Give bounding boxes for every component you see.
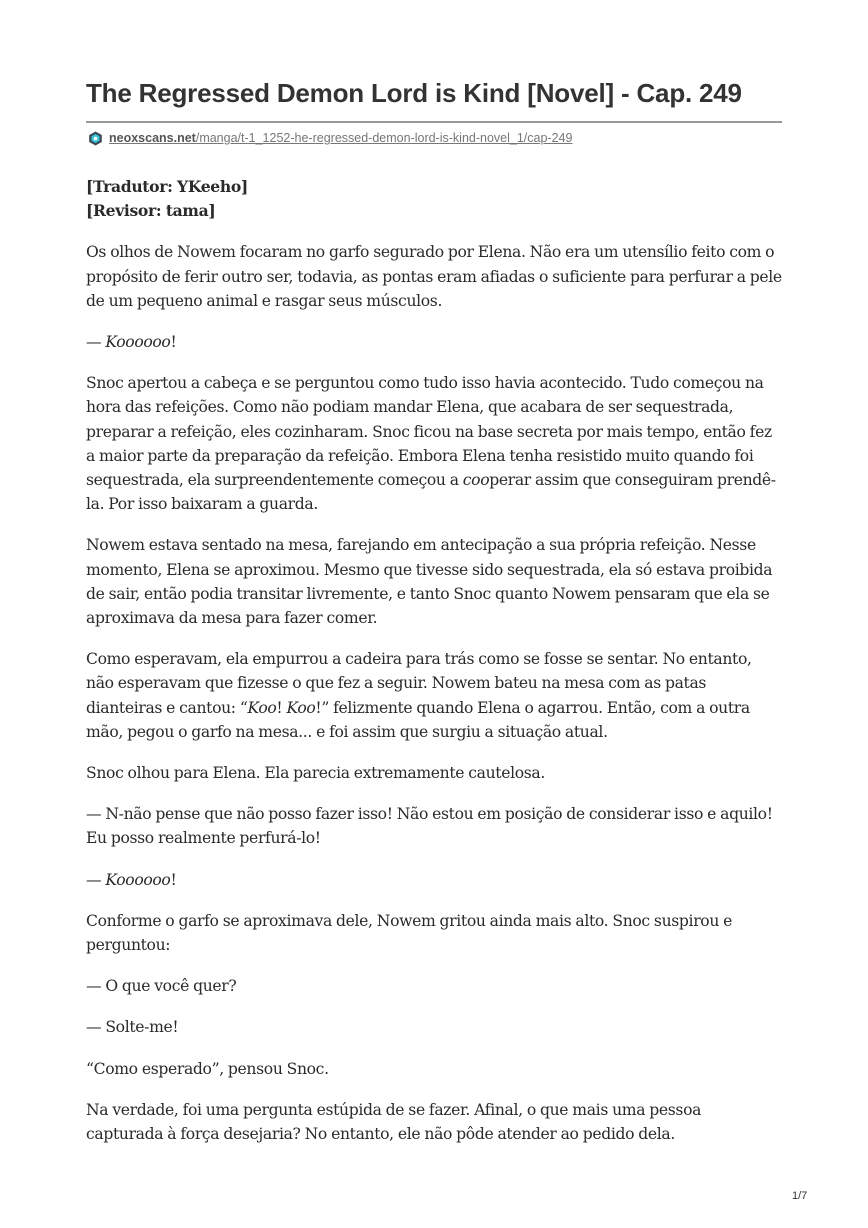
reviser-credit: [Revisor: tama] <box>86 201 216 221</box>
translator-credit: [Tradutor: YKeeho] <box>86 177 248 196</box>
paragraph: — Koooooo! <box>86 333 177 352</box>
site-favicon-icon <box>88 131 103 146</box>
page-title: The Regressed Demon Lord is Kind [Novel] - Cap. 249 <box>86 78 742 108</box>
source-host: neoxscans.net <box>109 131 196 145</box>
paragraph: Como esperavam, ela empurrou a cadeira para trás como se fosse se sentar. No entanto, não esperavam que fizesse o que fez a seguir. Nowem bateu na mesa com as patas dianteiras e cantou: “Koo! Koo!” felizmente quando Elena o agarrou. Então, com a outra mão, pegou o garfo na mesa... e foi assim que surgiu a situação atual. <box>86 650 752 741</box>
paragraph: Os olhos de Nowem focaram no garfo segurado por Elena. Não era um utensílio feito com o propósito de ferir outro ser, todavia, as pontas eram afiadas o suficiente para perfurar a pele de um pequeno animal e rasgar seus músculos. <box>86 243 782 310</box>
paragraph: — Koooooo! <box>86 870 177 889</box>
chapter-body <box>86 175 782 1163</box>
paragraph: Snoc olhou para Elena. Ela parecia extremamente cautelosa. <box>86 764 545 783</box>
source-line <box>88 130 572 146</box>
paragraph: Na verdade, foi uma pergunta estúpida de se fazer. Afinal, o que mais uma pessoa capturada à força desejaria? No entanto, ele não pôde atender ao pedido dela. <box>86 1100 702 1144</box>
source-path: /manga/t-1_1252-he-regressed-demon-lord-is-kind-novel_1/cap-249 <box>195 131 573 145</box>
paragraph: Conforme o garfo se aproximava dele, Nowem gritou ainda mais alto. Snoc suspirou e perguntou: <box>86 911 733 955</box>
paragraph: — Solte-me! <box>86 1018 179 1037</box>
paragraph: — O que você quer? <box>86 977 237 996</box>
credits-block <box>86 175 782 223</box>
paragraph: Snoc apertou a cabeça e se perguntou como tudo isso havia acontecido. Tudo começou na hora das refeições. Como não podiam mandar Elena, que acabara de ser sequestrada, preparar a refeição, eles cozinharam. Snoc ficou na base secreta por mais tempo, então fez a maior parte da preparação da refeição. Embora Elena tenha resistido muito quando foi sequestrada, ela surpreendentemente começou a cooperar assim que conseguiram prendê-la. Por isso baixaram a guarda. <box>86 374 776 514</box>
paragraph: Nowem estava sentado na mesa, farejando em antecipação a sua própria refeição. Nesse momento, Elena se aproximou. Mesmo que tivesse sido sequestrada, ela só estava proibida de sair, então podia transitar livremente, e tanto Snoc quanto Nowem pensaram que ela se aproximava da mesa para fazer comer. <box>86 536 773 628</box>
source-link[interactable] <box>109 131 572 145</box>
paragraph: “Como esperado”, pensou Snoc. <box>86 1059 329 1078</box>
paragraph: — N-não pense que não posso fazer isso! Não estou em posição de considerar isso e aquilo! Eu posso realmente perfurá-lo! <box>86 805 773 848</box>
title-divider <box>86 121 782 123</box>
page-number: 1/7 <box>792 1190 808 1202</box>
